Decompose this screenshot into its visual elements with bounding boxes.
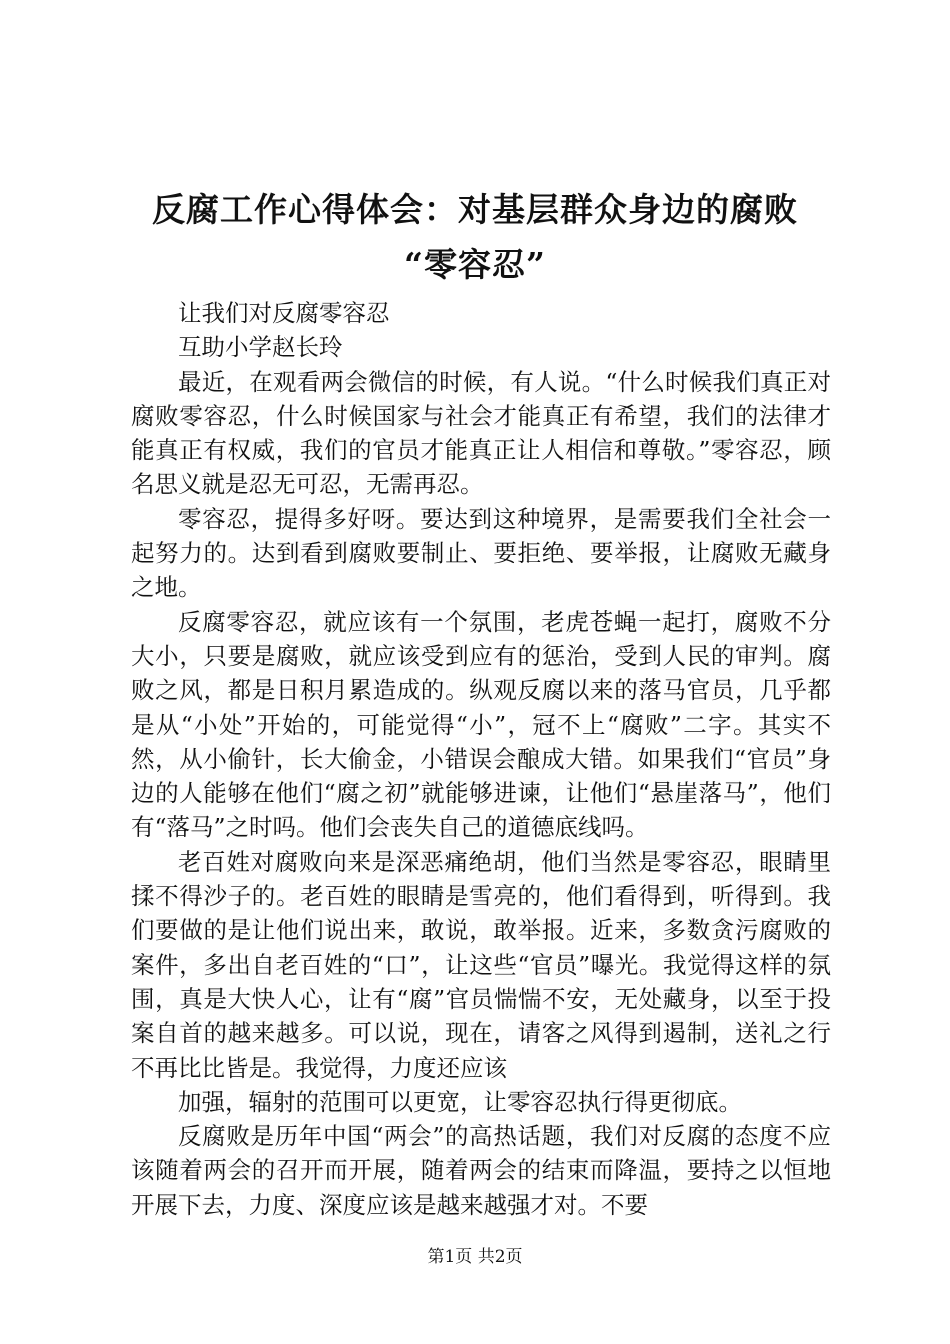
subtitle: 让我们对反腐零容忍 [178,299,390,327]
document-title-line-1: 反腐工作心得体会：对基层群众身边的腐败 [152,190,798,229]
body-paragraph: 老百姓对腐败向来是深恶痛绝胡，他们当然是零容忍，眼睛里揉不得沙子的。老百姓的眼睛是雪亮的，他们看得到，听得到。我们要做的是让他们说出来，敢说，敢举报。近来，多数贪污腐败的案件，多出自老百姓的“口”，让这些“官员”曝光。我觉得这样的氛围，真是大快人心，让有“腐”官员惴惴不安，无处藏身，以至于投案自首的越来越多。可以说，现在，请客之风得到遏制，送礼之行不再比比皆是。我觉得，力度还应该 [131,847,831,1082]
body-paragraph: 零容忍，提得多好呀。要达到这种境界，是需要我们全社会一起努力的。达到看到腐败要制止、要拒绝、要举报，让腐败无藏身之地。 [131,504,831,602]
page-footer: 第1页 共2页 [427,1247,523,1267]
body-paragraph: 最近，在观看两会微信的时候，有人说。“什么时候我们真正对腐败零容忍，什么时候国家与社会才能真正有希望，我们的法律才能真正有权威，我们的官员才能真正让人相信和尊敬。”零容忍，顾名思义就是忍无可忍，无需再忍。 [131,367,831,499]
body-paragraph: 反腐败是历年中国“两会”的高热话题，我们对反腐的态度不应该随着两会的召开而开展，随着两会的结束而降温，要持之以恒地开展下去，力度、深度应该是越来越强才对。不要 [131,1122,831,1219]
body-paragraph: 反腐零容忍，就应该有一个氛围，老虎苍蝇一起打，腐败不分大小，只要是腐败，就应该受到应有的惩治，受到人民的审判。腐败之风，都是日积月累造成的。纵观反腐以来的落马官员，几乎都是从“小处”开始的，可能觉得“小”，冠不上“腐败”二字。其实不然，从小偷针，长大偷金，小错误会酿成大错。如果我们“官员”身边的人能够在他们“腐之初”就能够进谏，让他们“悬崖落马”，他们有“落马”之时吗。他们会丧失自己的道德底线吗。 [131,607,831,842]
author-line: 互助小学赵长玲 [178,333,343,362]
document-title-line-2: “零容忍” [404,245,546,284]
document-body [131,296,831,1222]
body-paragraph: 加强，辐射的范围可以更宽，让零容忍执行得更彻底。 [178,1087,742,1116]
